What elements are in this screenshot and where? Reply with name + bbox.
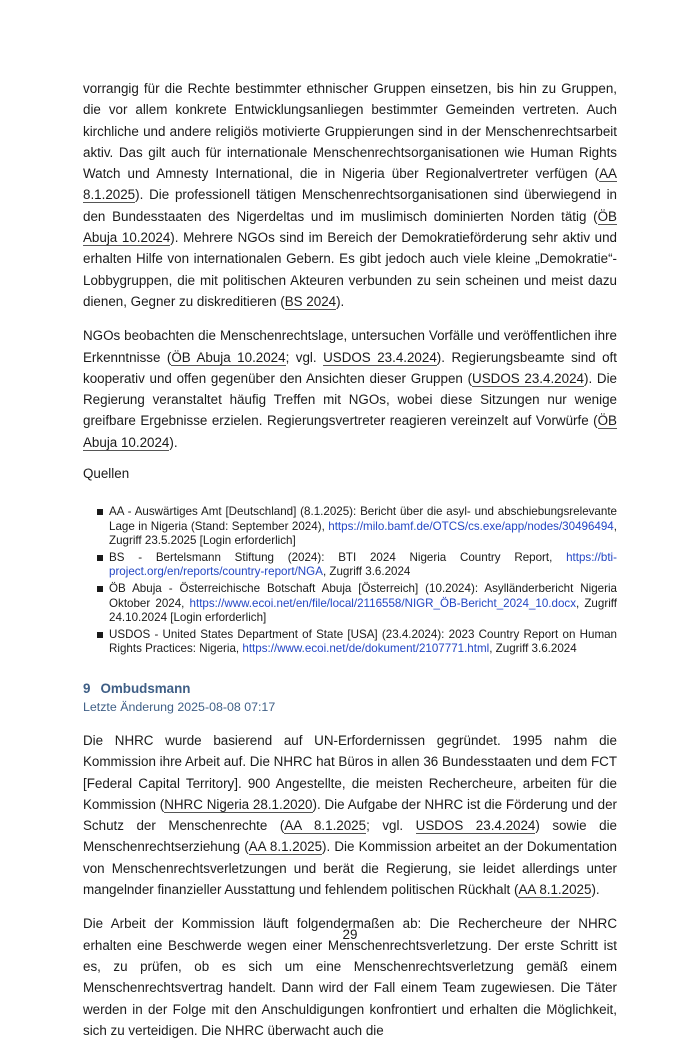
citation-link[interactable]: USDOS 23.4.2024 [472, 370, 584, 386]
text: ). Mehrere NGOs sind im Bereich der Demokratieförderung sehr aktiv und erhalten Hilfe von internationalen Gebern. Es gibt jedoch auch viele kleine „Demokratie“-Lobbygruppen, die mit politischen Akteuren verbunden zu sein scheinen und meist dazu dienen, Gegner zu diskreditieren ( [83, 230, 618, 309]
citation-link[interactable]: USDOS 23.4.2024 [415, 818, 536, 834]
sources-heading: Quellen [83, 466, 130, 482]
source-url-link[interactable]: https://www.ecoi.net/de/dokument/2107771.html [242, 642, 490, 656]
source-item [97, 505, 617, 549]
text: ; vgl. [285, 349, 324, 365]
text: ). Regierungsbeamte sind oft kooperativ und offen gegenüber den Ansichten dieser Gruppen ( [83, 349, 617, 386]
citation-link[interactable]: AA 8.1.2025 [518, 882, 592, 898]
bullet-icon [97, 632, 103, 638]
paragraph-ngo-monitoring [83, 325, 617, 453]
text: ). [336, 293, 345, 309]
citation-link[interactable]: AA 8.1.2025 [248, 839, 323, 855]
source-url-link[interactable]: https://bti-project.org/en/reports/country-report/NGA [109, 550, 617, 579]
text: ). Die Aufgabe der NHRC ist die Förderung und der Schutz der Menschenrechte ( [83, 796, 617, 834]
source-text: USDOS - United States Department of State [USA] (23.4.2024): 2023 Country Report on Human Rights Practices: Nigeria, [109, 627, 617, 656]
bullet-icon [97, 509, 103, 515]
source-text: ÖB Abuja - Österreichische Botschaft Abuja [Österreich] (10.2024): Asylländerbericht Nigeria Oktober 2024, [109, 582, 617, 610]
source-access: , Zugriff 3.6.2024 [489, 642, 577, 656]
section-title: Ombudsmann [100, 680, 191, 696]
source-url-link[interactable]: https://milo.bamf.de/OTCS/cs.exe/app/nodes/30496494 [328, 519, 614, 533]
text: ). Die professionell tätigen Menschenrechtsorganisationen sind überwiegend in den Bundesstaaten des Nigerdeltas und im muslimisch dominierten Norden tätig ( [83, 187, 617, 224]
source-item [97, 628, 617, 657]
citation-link[interactable]: AA 8.1.2025 [284, 818, 367, 834]
text: NGOs beobachten die Menschenrechtslage, untersuchen Vorfälle und veröffentlichen ihre Erkenntnisse ( [83, 328, 617, 365]
source-text: AA - Auswärtiges Amt [Deutschland] (8.1.2025): Bericht über die asyl- und abschiebungsrelevante Lage in Nigeria (Stand: September 2024), [109, 505, 617, 533]
section-heading [83, 681, 617, 696]
text: ). [591, 882, 600, 898]
text: ; vgl. [366, 818, 416, 834]
source-item [97, 582, 617, 626]
source-access: , Zugriff 3.6.2024 [322, 565, 411, 579]
citation-link[interactable]: BS 2024 [284, 293, 337, 309]
text: vorrangig für die Rechte bestimmter ethnischer Gruppen einsetzen, bis hin zu Gruppen, die vor allem konkrete Entwicklungsanliegen bestimmter Gemeinden vertreten. Auch kirchliche und andere religiös motivierte Gruppierungen sind in der Menschenrechtsarbeit aktiv. Das gilt auch für internationale Menschenrechtsorganisationen wie Human Rights Watch und Amnesty International, die in Nigeria über Regionalvertreter verfügen ( [83, 81, 617, 182]
paragraph-ngo-groups [83, 78, 617, 312]
last-change-date: Letzte Änderung 2025-08-08 07:17 [83, 699, 276, 714]
text: ). Die Kommission arbeitet an der Dokumentation von Menschenrechtsverletzungen und berät die Regierung, sie leidet allerdings unter mangelnder finanzieller Ausstattung und fehlendem politischen Rückhalt ( [83, 839, 618, 898]
section-number: 9 [83, 680, 91, 696]
citation-link[interactable]: USDOS 23.4.2024 [323, 349, 437, 365]
source-access: , Zugriff 24.10.2024 [Login erforderlich] [109, 596, 618, 625]
sources-list [83, 505, 617, 657]
document-page [83, 78, 617, 1054]
bullet-icon [97, 555, 103, 561]
source-text: BS - Bertelsmann Stiftung (2024): BTI 2024 Nigeria Country Report, [109, 550, 567, 564]
citation-link[interactable]: AA 8.1.2025 [83, 166, 617, 203]
citation-link[interactable]: ÖB Abuja 10.2024 [171, 349, 286, 365]
page-number: 29 [342, 927, 358, 942]
text: Die Arbeit der Kommission läuft folgendermaßen ab: Die Rechercheure der NHRC erhalten eine Beschwerde wegen einer Menschenrechtsverletzung. Der erste Schritt ist es, zu prüfen, ob es sich um eine Menschenrechtsverletzung gemäß einem Menschenrechtsvertrag handelt. Dann wird der Fall einem Team zugewiesen. Die Täter werden in der Folge mit den Anschuldigungen konfrontiert und erhalten die Möglichkeit, sich zu verteidigen. Die NHRC überwacht auch die [83, 916, 617, 1038]
source-url-link[interactable]: https://www.ecoi.net/en/file/local/2116558/NIGR_ÖB-Bericht_2024_10.docx [189, 596, 576, 610]
paragraph-nhrc-founding [83, 730, 617, 900]
source-access: , Zugriff 23.5.2025 [Login erforderlich] [109, 519, 617, 548]
text: ). [169, 434, 178, 450]
citation-link[interactable]: ÖB Abuja 10.2024 [83, 413, 617, 450]
source-item [97, 551, 617, 580]
text: ) sowie die Menschenrechtserziehung ( [83, 818, 617, 855]
text: Die NHRC wurde basierend auf UN-Erfordernissen gegründet. 1995 nahm die Kommission ihre Arbeit auf. Die NHRC hat Büros in allen 36 Bundesstaaten und dem FCT [Federal Capital Territory]. 900 Angestellte, die meisten Rechercheure, arbeiten für die Kommission ( [83, 732, 617, 812]
bullet-icon [97, 586, 103, 592]
citation-link[interactable]: NHRC Nigeria 28.1.2020 [164, 796, 313, 812]
text: ). Die Regierung veranstaltet häufig Treffen mit NGOs, wobei diese Sitzungen nur wenige greifbare Ergebnisse erzielen. Regierungsvertreter reagieren vereinzelt auf Vorwürfe ( [83, 370, 617, 429]
citation-link[interactable]: ÖB Abuja 10.2024 [83, 208, 617, 246]
